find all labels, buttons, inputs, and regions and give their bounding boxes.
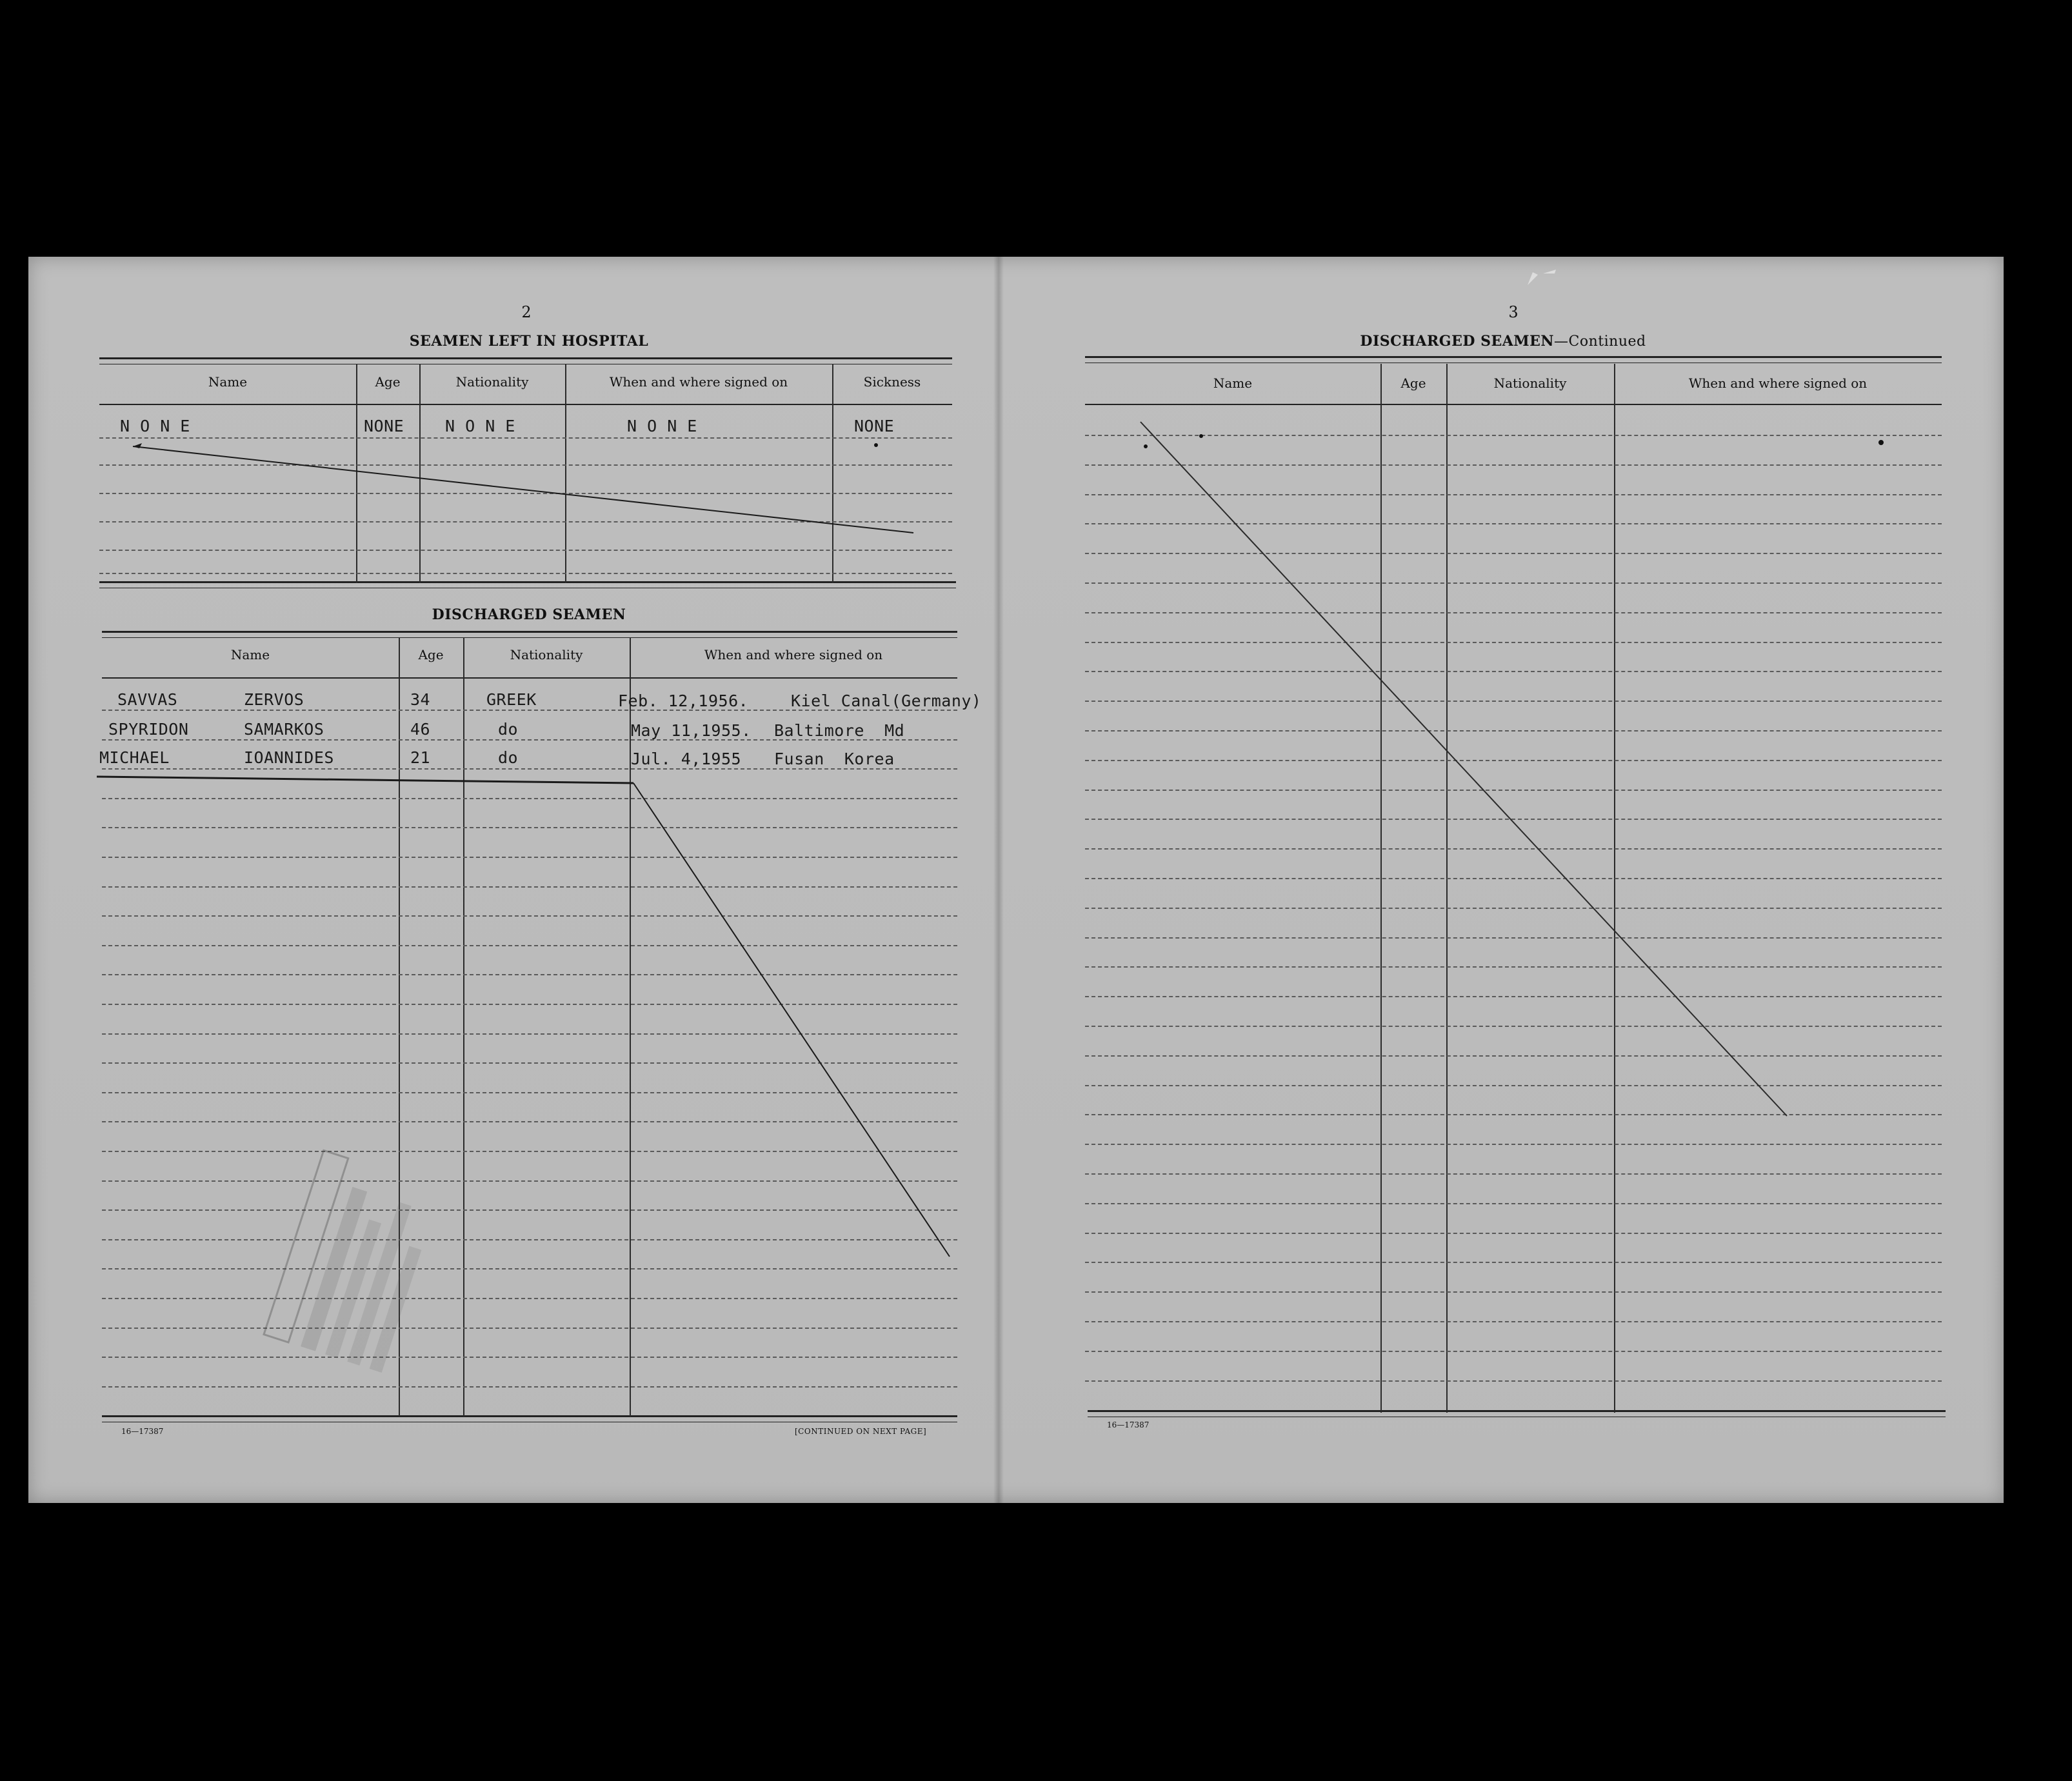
- seaman-nationality: do: [498, 720, 519, 739]
- seaman-signed-date: Feb. 12,1956.: [618, 692, 749, 710]
- right-col-age: Age: [1400, 375, 1426, 391]
- discharged-strike-line: [97, 777, 633, 783]
- ink-mark: [1543, 270, 1556, 274]
- ink-dot: [874, 443, 878, 447]
- seaman-signed-date: Jul. 4,1955: [631, 750, 742, 768]
- seaman-first-name: SAVVAS: [117, 690, 178, 709]
- hospital-age-value: NONE: [364, 417, 404, 435]
- discharged-col-age: Age: [418, 647, 444, 662]
- left-page-number: 2: [521, 303, 532, 321]
- right-page-number: 3: [1508, 303, 1519, 321]
- hospital-section-title: SEAMEN LEFT IN HOSPITAL: [409, 333, 649, 350]
- hospital-name-value: N O N E: [120, 417, 190, 435]
- seaman-first-name: SPYRIDON: [108, 720, 189, 739]
- seaman-last-name: SAMARKOS: [244, 720, 324, 739]
- discharged-section-title: DISCHARGED SEAMEN: [432, 606, 626, 623]
- hospital-sickness-value: NONE: [854, 417, 895, 435]
- right-section-title: DISCHARGED SEAMEN—Continued: [1360, 333, 1646, 350]
- seaman-signed-date: May 11,1955.: [631, 721, 752, 740]
- discharged-col-signed-on: When and where signed on: [704, 647, 883, 662]
- seaman-age: 46: [410, 720, 431, 739]
- hospital-col-nationality: Nationality: [455, 374, 529, 390]
- seaman-signed-place: Baltimore Md: [774, 721, 905, 740]
- seaman-signed-place: Kiel Canal(Germany): [791, 692, 982, 710]
- seaman-last-name: ZERVOS: [244, 690, 304, 709]
- right-col-signed-on: When and where signed on: [1688, 375, 1868, 391]
- discharged-col-name: Name: [230, 647, 270, 662]
- ink-dot: [1199, 434, 1203, 438]
- ink-mark: [1528, 272, 1538, 285]
- hospital-col-sickness: Sickness: [863, 374, 921, 390]
- hospital-signed-on-value: N O N E: [627, 417, 697, 435]
- right-col-name: Name: [1213, 375, 1253, 391]
- hospital-col-signed-on: When and where signed on: [609, 374, 788, 390]
- discharged-diagonal-strike: [633, 783, 950, 1257]
- seaman-last-name: IOANNIDES: [244, 748, 334, 767]
- hospital-nationality-value: N O N E: [445, 417, 515, 435]
- seaman-nationality: do: [498, 748, 519, 767]
- seaman-signed-place: Fusan Korea: [774, 750, 895, 768]
- hospital-col-age: Age: [375, 374, 401, 390]
- left-form-code: 16—17387: [121, 1427, 164, 1436]
- seaman-first-name: MICHAEL: [99, 748, 170, 767]
- right-col-nationality: Nationality: [1493, 375, 1567, 391]
- discharged-col-nationality: Nationality: [510, 647, 583, 662]
- continued-note: [CONTINUED ON NEXT PAGE]: [795, 1427, 927, 1436]
- seaman-age: 21: [410, 748, 431, 767]
- right-form-code: 16—17387: [1107, 1420, 1150, 1429]
- hospital-strike-line: [133, 446, 913, 533]
- seaman-nationality: GREEK: [486, 690, 537, 709]
- ink-dot: [1878, 440, 1884, 445]
- right-diagonal-strike: [1141, 422, 1787, 1116]
- hospital-col-name: Name: [208, 374, 248, 390]
- ink-dot: [1144, 444, 1148, 448]
- seaman-age: 34: [410, 690, 431, 709]
